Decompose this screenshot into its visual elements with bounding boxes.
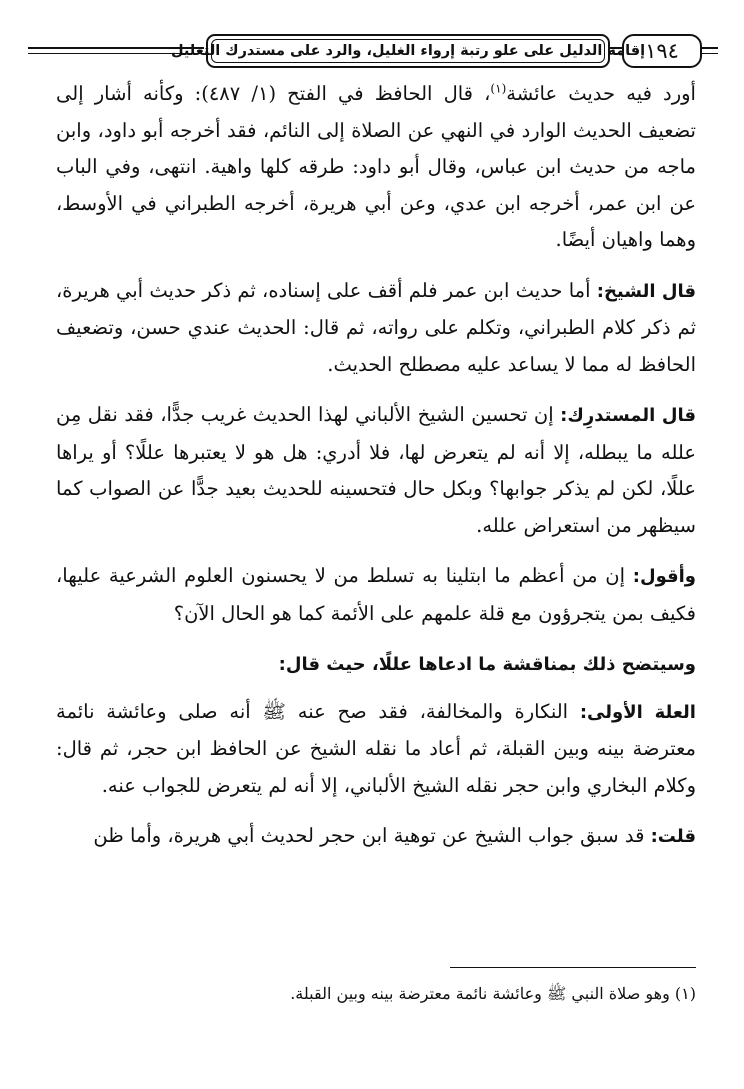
paragraph-1 [56, 76, 696, 259]
page-number: ١٩٤ [645, 39, 679, 63]
footnote-reference[interactable]: (١) [490, 81, 507, 96]
paragraph-1-text-a: أورد فيه حديث عائشة [506, 82, 696, 105]
paragraph-3 [56, 397, 696, 544]
main-text [56, 76, 696, 870]
paragraph-7-text: قد سبق جواب الشيخ عن توهية ابن حجر لحديث أبي هريرة، وأما ظن [93, 824, 651, 847]
paragraph-4 [56, 558, 696, 632]
header-rule-middle-thin [610, 53, 622, 54]
page-number-frame [622, 34, 702, 68]
paragraph-1-text-b: ، قال الحافظ في الفتح (١/ ٤٨٧): وكأنه أشار إلى تضعيف الحديث الوارد في النهي عن الصلاة إلى النائم، فقد أخرجه أبو داود، وابن ماجه من حديث ابن عباس، وقال أبو داود: طرقه كلها واهية. انتهى، وفي الباب عن ابن عمر، أخرجه ابن عدي، وعن أبي هريرة، أخرجه الطبراني في الأوسط، وهما واهيان أيضًا. [56, 82, 696, 251]
header-rule-right [702, 47, 718, 49]
paragraph-2 [56, 273, 696, 384]
paragraph-7-lead: قلت: [650, 826, 696, 847]
paragraph-3-lead: قال المستدرِك: [560, 405, 696, 426]
paragraph-4-lead: وأقول: [632, 566, 696, 587]
running-title-frame [170, 34, 646, 68]
paragraph-6-lead: العلة الأولى: [579, 701, 696, 723]
paragraph-4-text: إن من أعظم ما ابتلينا به تسلط من لا يحسنون العلوم الشرعية عليها، فكيف بمن يتجرؤون مع قلة علمهم على الأئمة كما هو الحال الآن؟ [56, 564, 696, 625]
paragraph-5-lead: وسيتضح ذلك بمناقشة ما ادعاها عللًا، حيث قال: [278, 654, 696, 675]
paragraph-2-lead: قال الشيخ: [596, 280, 696, 302]
page-header [28, 30, 718, 74]
running-title: إقامة الدليل على علو رتبة إرواء الغليل، والرد على مستدرك التعليل [170, 43, 646, 59]
paragraph-2-text: أما حديث ابن عمر فلم أقف على إسناده، ثم ذكر حديث أبي هريرة، ثم ذكر كلام الطبراني، وتكلم على رواته، ثم قال: الحديث عندي حسن، وتضعيف الحافظ له مما لا يساعد عليه مصطلح الحديث. [56, 278, 696, 376]
footnote-separator [450, 967, 696, 968]
paragraph-7 [56, 818, 696, 856]
header-rule-middle [610, 47, 622, 49]
running-title-inner-border [211, 39, 605, 63]
paragraph-5 [56, 646, 696, 684]
footnote: (١) وهو صلاة النبي ﷺ وعائشة نائمة معترضة بينه وبين القبلة. [290, 984, 696, 1003]
paragraph-3-text: إن تحسين الشيخ الألباني لهذا الحديث غريب جدًّا، فقد نقل مِن علله ما يبطله، إلا أنه لم يتعرض لها، فلا أدري: هل هو لا يعتبرها عللًا؟ أو يراها عللًا، لكن لم يذكر جوابها؟ وبكل حال فتحسينه للحديث بعيد جدًّا عن الصواب كما سيظهر من استعراض علله. [56, 403, 696, 537]
paragraph-6 [56, 694, 696, 805]
paragraph-6-text: النكارة والمخالفة، فقد صح عنه ﷺ أنه صلى وعائشة نائمة معترضة بينه وبين القبلة، ثم أعاد ما نقله الشيخ عن الحافظ ابن حجر، ثم قال: وكلام البخاري وابن حجر نقله الشيخ الألباني، إلا أنه لم يتعرض للجواب عنه. [56, 699, 696, 797]
header-rule-right-thin [702, 53, 718, 54]
